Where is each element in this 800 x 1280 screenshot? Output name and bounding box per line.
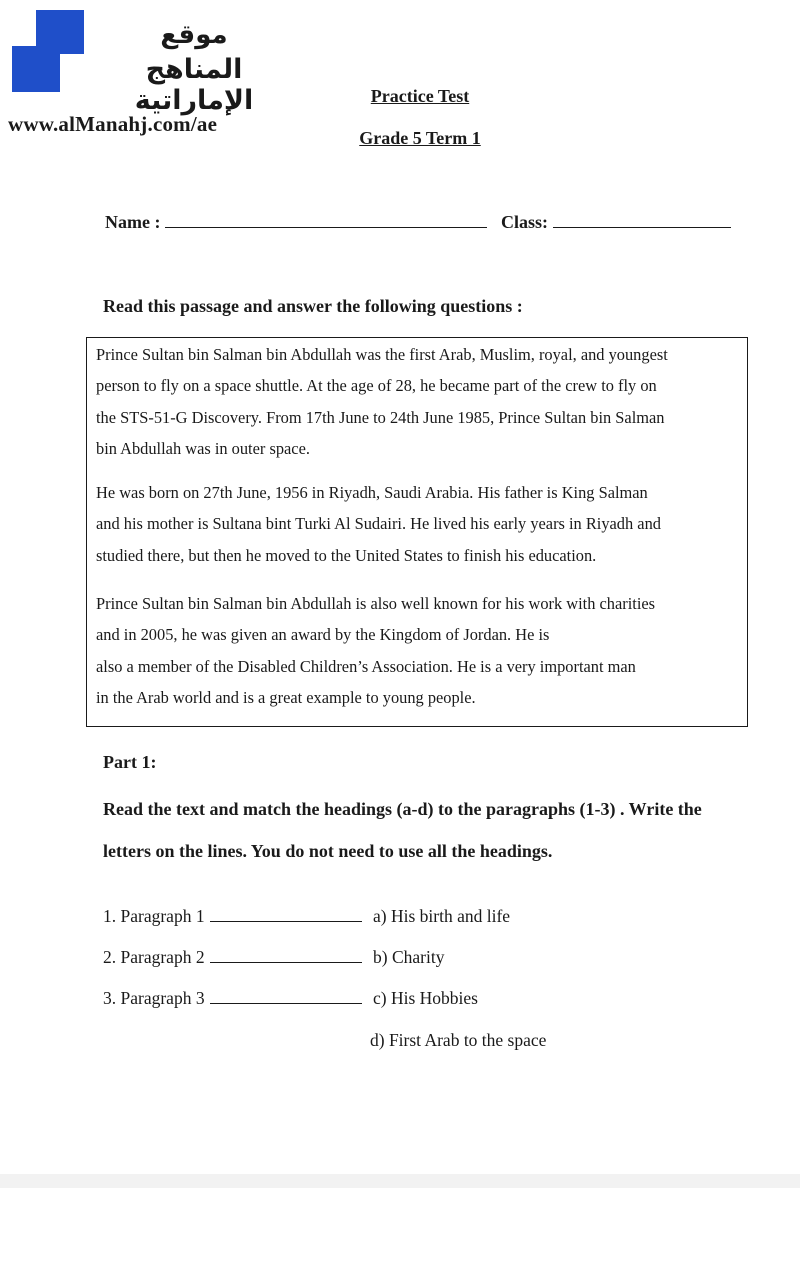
passage-line: in the Arab world and is a great example to young people.: [96, 687, 476, 707]
name-blank-line[interactable]: [165, 213, 487, 228]
passage-line: person to fly on a space shuttle. At the age of 28, he became part of the crew to fly on: [96, 376, 657, 396]
passage-line: bin Abdullah was in outer space.: [96, 438, 310, 458]
passage-line: and his mother is Sultana bint Turki Al Sudairi. He lived his early years in Riyadh and: [96, 514, 661, 534]
answer-blank-line[interactable]: [210, 989, 362, 1004]
heading-option-d: d) First Arab to the space: [370, 1030, 547, 1050]
site-name-arabic-line2: المناهج الإماراتية: [134, 54, 254, 116]
passage-line: Prince Sultan bin Salman bin Abdullah was the first Arab, Muslim, royal, and youngest: [96, 345, 668, 364]
passage-paragraph-2: [96, 477, 746, 571]
passage-instructions: Read this passage and answer the following questions :: [103, 296, 523, 316]
question-label: 2. Paragraph 2: [103, 947, 205, 967]
class-blank-line[interactable]: [553, 213, 731, 228]
class-field[interactable]: [501, 212, 731, 233]
heading-option-c: c) His Hobbies: [373, 988, 478, 1008]
part1-title: Part 1:: [103, 752, 157, 772]
part1-instruction-line: Read the text and match the headings (a-d) to the paragraphs (1-3) . Write the: [103, 799, 702, 819]
question-label: 3. Paragraph 3: [103, 988, 205, 1008]
name-label: Name :: [105, 212, 161, 232]
question-paragraph-3[interactable]: [103, 988, 362, 1009]
site-url: www.alManahj.com/ae: [8, 112, 218, 136]
part1-instruction-line: letters on the lines. You do not need to use all the headings.: [103, 841, 553, 861]
heading-option-a: a) His birth and life: [373, 906, 511, 926]
heading-option-b: b) Charity: [373, 947, 445, 967]
part1-instructions: [103, 788, 763, 872]
site-name-arabic-line1: موقع: [160, 20, 228, 50]
question-paragraph-2[interactable]: [103, 947, 362, 968]
passage-line: He was born on 27th June, 1956 in Riyadh, Saudi Arabia. His father is King Salman: [96, 483, 648, 502]
almanahj-logo-icon: [12, 10, 84, 92]
page-subtitle: Grade 5 Term 1: [359, 128, 481, 148]
passage-line: Prince Sultan bin Salman bin Abdullah is also well known for his work with charities: [96, 594, 656, 613]
passage-line: the STS-51-G Discovery. From 17th June to 24th June 1985, Prince Sultan bin Salman: [96, 407, 665, 427]
name-field[interactable]: [105, 212, 487, 233]
passage-paragraph-1: [96, 339, 746, 464]
answer-blank-line[interactable]: [210, 948, 362, 963]
passage-line: and in 2005, he was given an award by the Kingdom of Jordan. He is: [96, 625, 550, 645]
passage-paragraph-3: [96, 588, 746, 713]
passage-line: studied there, but then he moved to the United States to finish his education.: [96, 545, 597, 565]
answer-blank-line[interactable]: [210, 907, 362, 922]
question-label: 1. Paragraph 1: [103, 906, 205, 926]
passage-line: also a member of the Disabled Children’s Association. He is a very important man: [96, 656, 636, 676]
next-page: [0, 1188, 800, 1280]
question-paragraph-1[interactable]: [103, 906, 362, 927]
page-title: Practice Test: [370, 86, 470, 106]
class-label: Class:: [501, 212, 549, 232]
